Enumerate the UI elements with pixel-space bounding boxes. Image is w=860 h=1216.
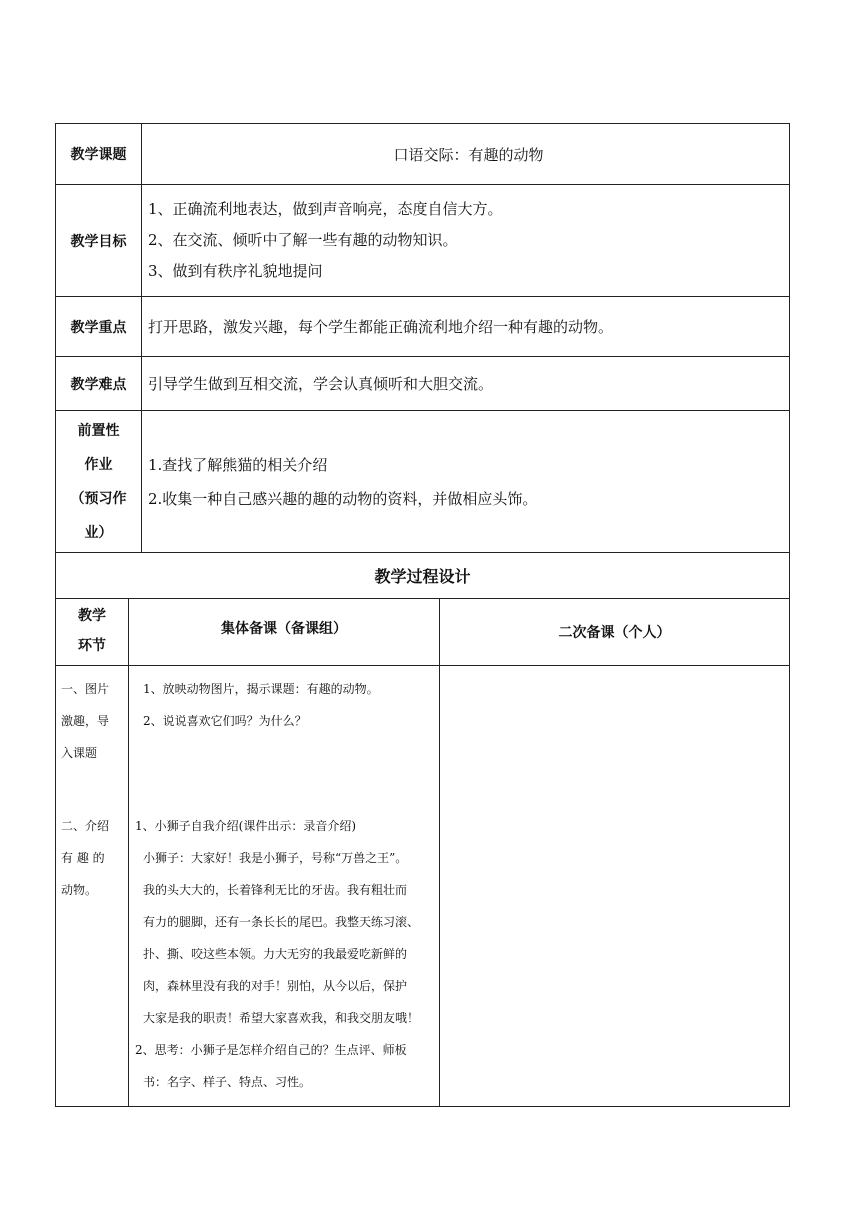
personal-prep-content	[440, 666, 790, 1107]
preview-label-line: 业）	[84, 524, 113, 541]
stage2-line: 动物。	[61, 883, 98, 897]
process-title-row	[56, 553, 790, 599]
group-prep-content	[129, 666, 440, 1107]
lesson-info-table	[55, 123, 790, 553]
preview-label	[56, 411, 142, 553]
process-body-row	[56, 666, 790, 1107]
process-title: 教学过程设计	[56, 553, 790, 599]
content-line: 1、放映动物图片，揭示课题：有趣的动物。	[143, 682, 379, 696]
stage-header	[56, 599, 129, 666]
preview-item: 2.收集一种自己感兴趣的趣的动物的资料，并做相应头饰。	[148, 489, 538, 508]
process-header-row	[56, 599, 790, 666]
content-line: 我的头大大的，长着锋利无比的牙齿。我有粗壮而	[143, 883, 408, 897]
difficulty-row	[56, 357, 790, 411]
goal-item: 2、在交流、倾听中了解一些有趣的动物知识。	[148, 231, 458, 249]
preview-row	[56, 411, 790, 553]
goals-label: 教学目标	[56, 185, 142, 297]
content-line: 1、小狮子自我介绍(课件出示：录音介绍)	[135, 819, 356, 833]
focus-value: 打开思路，激发兴趣，每个学生都能正确流利地介绍一种有趣的动物。	[142, 297, 790, 357]
stage-header-line: 环节	[78, 638, 106, 654]
content-line: 2、思考：小狮子是怎样介绍自己的？生点评、师板	[135, 1043, 407, 1057]
stage1-line: 一、图片	[61, 682, 110, 696]
goal-item: 3、做到有秩序礼貌地提问	[148, 262, 323, 280]
topic-row	[56, 124, 790, 185]
content-line: 肉，森林里没有我的对手！别怕，从今以后，保护	[143, 979, 408, 993]
group-prep-header: 集体备课（备课组）	[129, 599, 440, 666]
stage-column	[56, 666, 129, 1107]
goals-value	[142, 185, 790, 297]
stage2-line: 有 趣 的	[61, 851, 105, 865]
goals-row	[56, 185, 790, 297]
stage-header-line: 教学	[78, 608, 106, 624]
content-line: 大家是我的职责！希望大家喜欢我，和我交朋友哦！	[143, 1011, 420, 1025]
content-line: 书：名字、样子、特点、习性。	[143, 1075, 312, 1089]
preview-label-line: 作业	[84, 456, 113, 473]
content-line: 2、说说喜欢它们吗？为什么？	[143, 714, 307, 728]
difficulty-label: 教学难点	[56, 357, 142, 411]
preview-label-line: （预习作	[70, 490, 127, 507]
stage2-line: 二、介绍	[61, 819, 110, 833]
personal-prep-header: 二次备课（个人）	[440, 599, 790, 666]
preview-item: 1.查找了解熊猫的相关介绍	[148, 455, 328, 474]
content-line: 扑、撕、咬这些本领。力大无穷的我最爱吃新鲜的	[143, 947, 408, 961]
preview-value	[142, 411, 790, 553]
stage1-line: 入课题	[61, 746, 98, 760]
preview-label-line: 前置性	[77, 422, 120, 439]
topic-label: 教学课题	[56, 124, 142, 185]
topic-value: 口语交际：有趣的动物	[142, 124, 790, 185]
content-line: 有力的腿脚，还有一条长长的尾巴。我整天练习滚、	[143, 915, 420, 929]
difficulty-value: 引导学生做到互相交流，学会认真倾听和大胆交流。	[142, 357, 790, 411]
goal-item: 1、正确流利地表达，做到声音响亮，态度自信大方。	[148, 200, 503, 218]
focus-row	[56, 297, 790, 357]
content-line: 小狮子：大家好！我是小狮子，号称“万兽之王”。	[143, 851, 408, 865]
focus-label: 教学重点	[56, 297, 142, 357]
process-table	[55, 552, 790, 1107]
stage1-line: 激趣，导	[61, 714, 110, 728]
